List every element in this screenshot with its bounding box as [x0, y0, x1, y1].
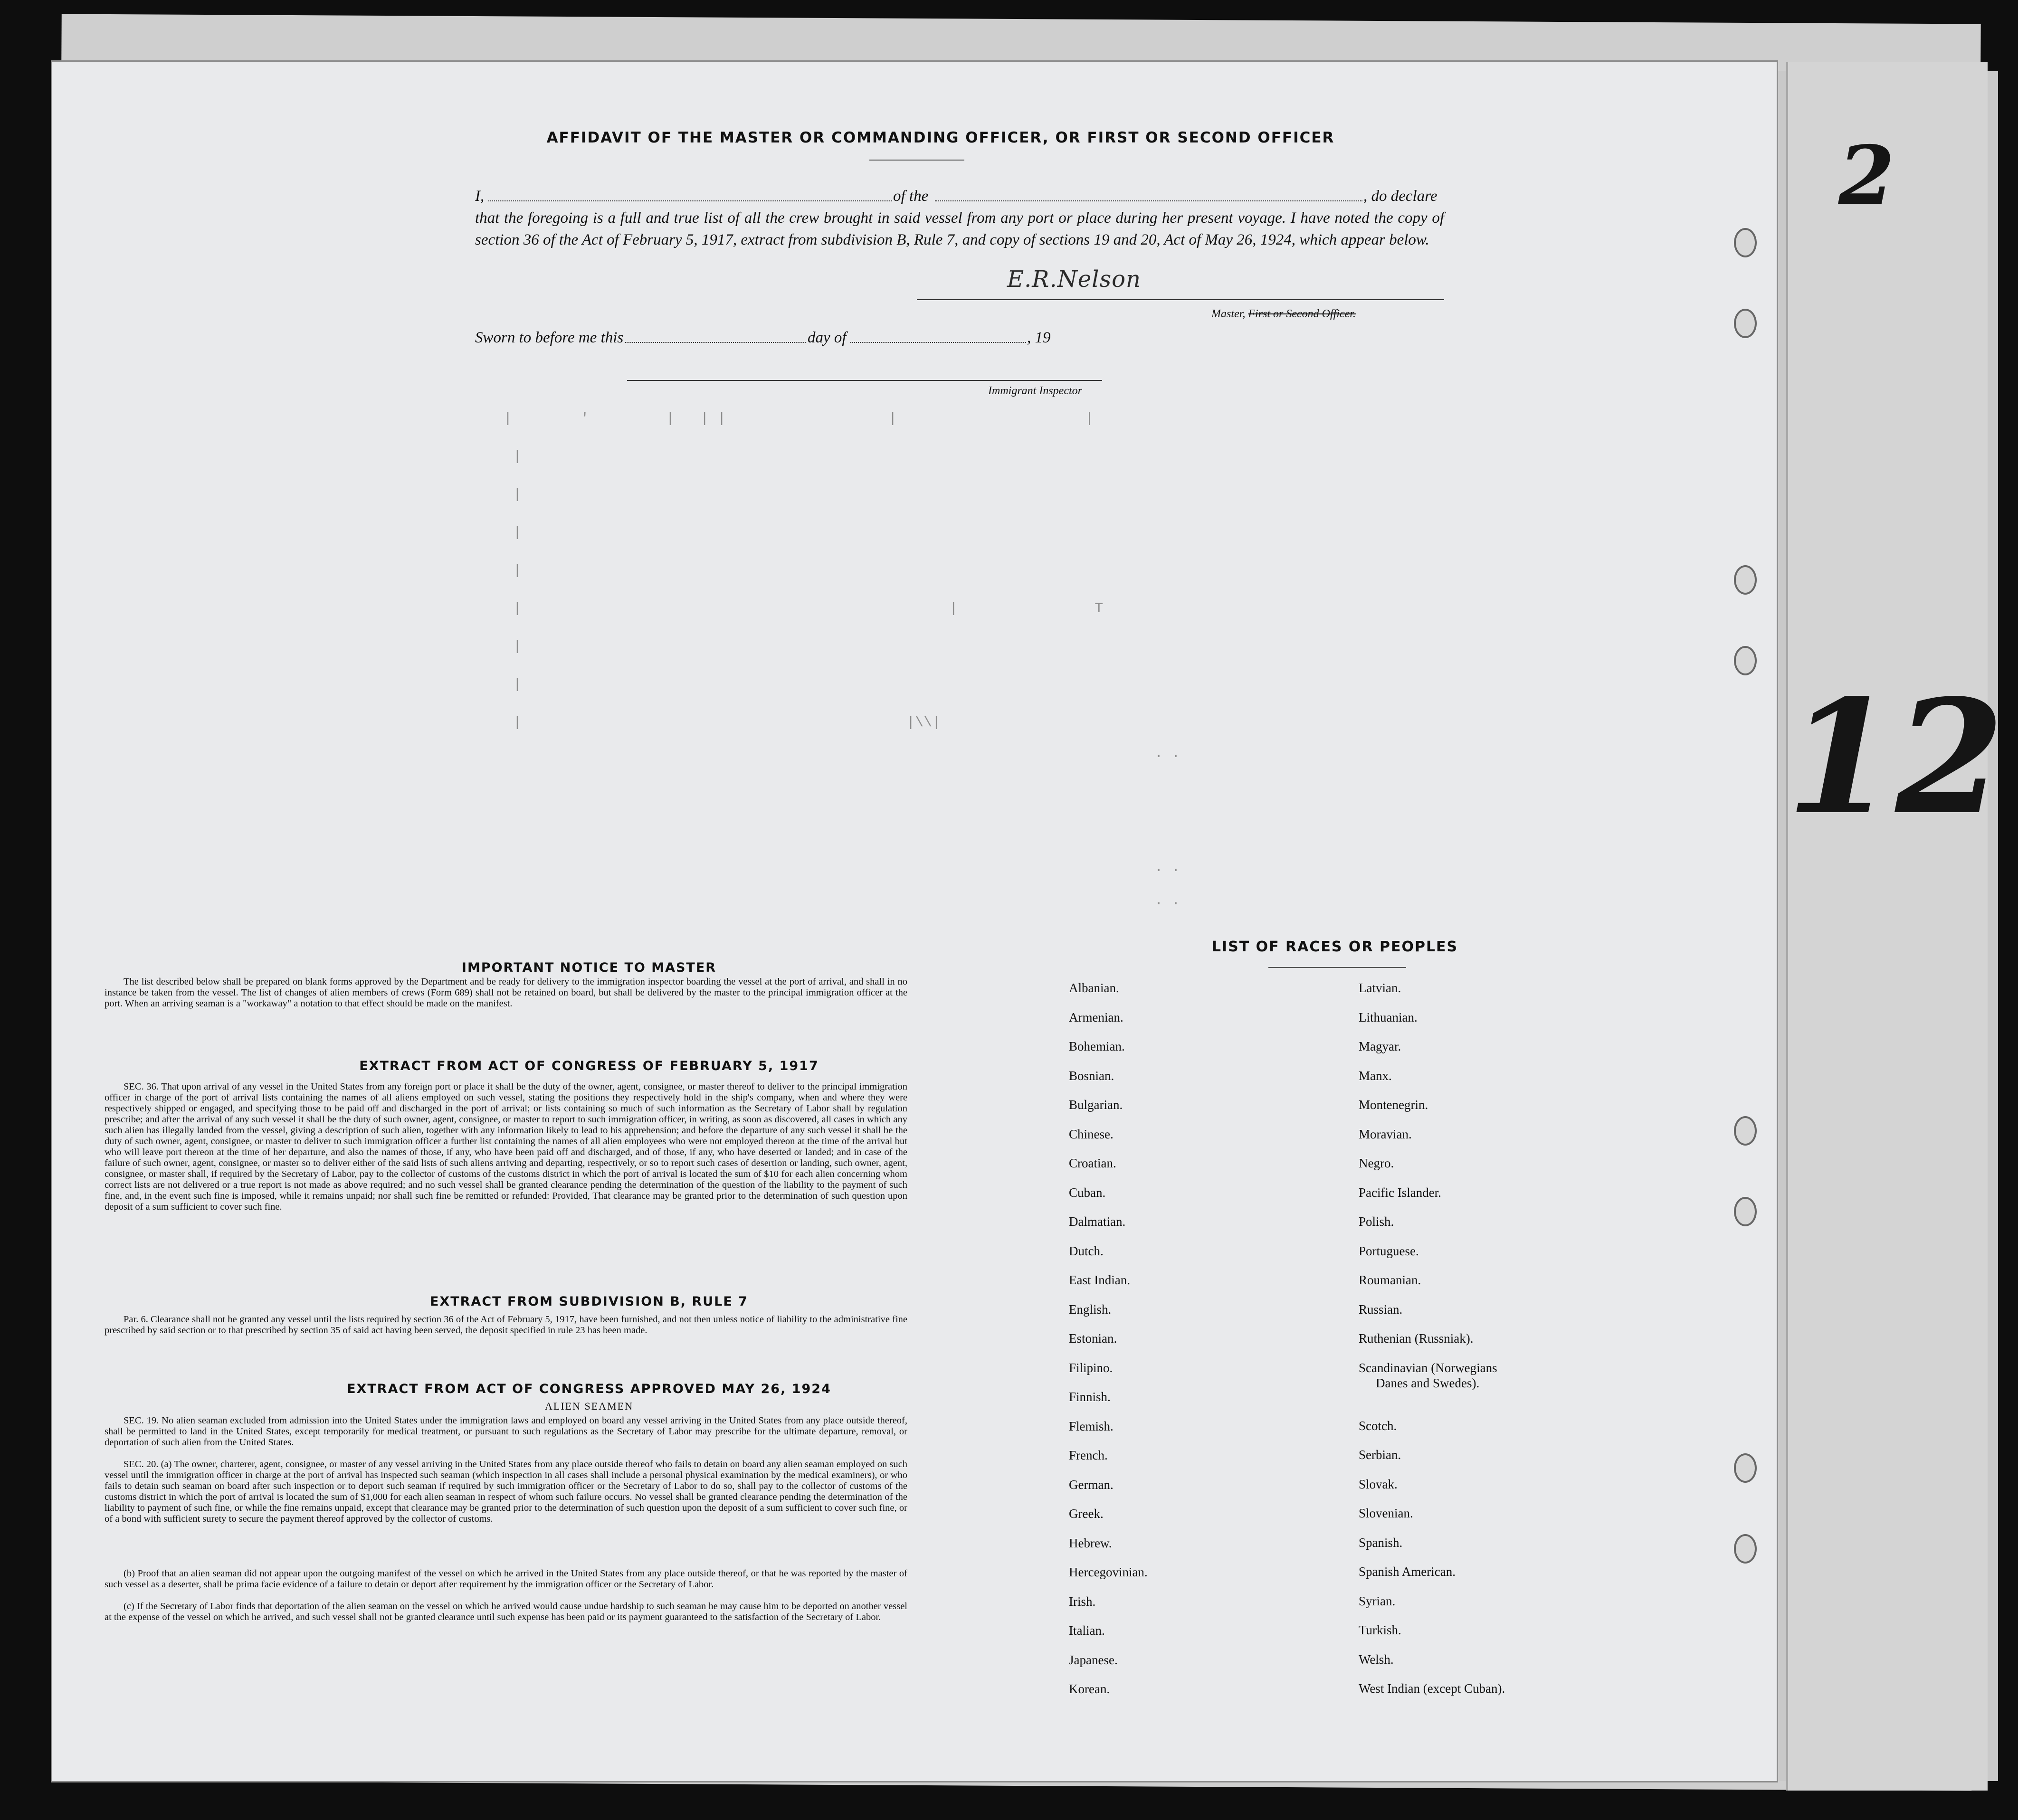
sec-20b-body: (b) Proof that an alien seaman did not appear upon the outgoing manifest of the vessel on which he arrived in the United States from any place outside thereof, or that he was reported by the master of such vessel as a deserter, shall be prima facie evidence of a failure to detain or deport after requirement by the immigration officer or the Secretary of Labor.	[105, 1568, 907, 1590]
alien-seamen-subtitle: ALIEN SEAMEN	[545, 1400, 633, 1412]
race-item: Syrian.	[1359, 1593, 1396, 1608]
sec-19-body: SEC. 19. No alien seaman excluded from admission into the United States under the immigration laws and employed on board any vessel arriving in the United States from any place outside thereof, shall be permitted to land in the United States, except temporarily for medical treatment, or pursuant to such regulations as the Secretary of Labor may prescribe for the ultimate departure, removal, or deportation of such alien from the United States.	[105, 1415, 907, 1448]
races-left-column	[1069, 981, 1306, 1711]
race-item: Turkish.	[1359, 1623, 1401, 1637]
rule-7-title: EXTRACT FROM SUBDIVISION B, RULE 7	[429, 1294, 749, 1309]
race-item: Italian.	[1069, 1623, 1105, 1638]
margin-mark-bottom: 12	[1786, 665, 2005, 849]
race-item: Spanish American.	[1359, 1564, 1456, 1579]
races-title-rule	[1268, 967, 1406, 968]
race-item: French.	[1069, 1448, 1108, 1462]
race-item: Filipino.	[1069, 1360, 1113, 1375]
race-item: Serbian.	[1359, 1448, 1401, 1462]
race-item: Irish.	[1069, 1594, 1096, 1609]
race-item: Lithuanian.	[1359, 1010, 1418, 1024]
punch-hole	[1734, 1534, 1757, 1564]
sec-20c-body: (c) If the Secretary of Labor finds that deportation of the alien seaman on the vessel on which he arrived would cause undue hardship to such seaman he may cause him to be deported on another vessel at the expense of the vessel on which he arrived, and such vessel shall not be granted clearance until such expense has been paid or its payment guaranteed to the satisfaction of the Secretary of Labor.	[105, 1601, 907, 1622]
race-item: Estonian.	[1069, 1331, 1117, 1346]
race-item: Chinese.	[1069, 1127, 1114, 1141]
race-item: Pacific Islander.	[1359, 1185, 1441, 1200]
master-signature: E.R.Nelson	[1007, 266, 1141, 293]
declarant-label: I,	[475, 188, 485, 205]
race-item: Korean.	[1069, 1682, 1110, 1696]
races-right-column	[1359, 981, 1667, 1711]
race-item: Latvian.	[1359, 981, 1401, 995]
race-item: Portuguese.	[1359, 1243, 1419, 1258]
race-item: Scotch.	[1359, 1418, 1397, 1433]
race-item: Bulgarian.	[1069, 1098, 1123, 1112]
vessel-name-line	[935, 200, 1362, 201]
sworn-month-line	[850, 342, 1026, 343]
race-item: Polish.	[1359, 1214, 1394, 1229]
race-item: Hercegovinian.	[1069, 1565, 1148, 1579]
year-label: , 19	[1027, 329, 1051, 346]
race-item: Dalmatian.	[1069, 1214, 1126, 1229]
of-the-label: of the	[893, 188, 929, 205]
inspector-signature-line	[627, 380, 1102, 381]
race-item: Slovenian.	[1359, 1506, 1413, 1520]
race-item: East Indian.	[1069, 1273, 1130, 1287]
do-declare-label: , do declare	[1363, 188, 1437, 205]
punch-hole	[1734, 228, 1757, 257]
day-of-label: day of	[808, 329, 847, 346]
punch-hole	[1734, 1116, 1757, 1146]
race-item: Scandinavian (Norwegians	[1359, 1360, 1497, 1375]
punch-hole	[1734, 1197, 1757, 1226]
notice-body: The list described below shall be prepared on blank forms approved by the Department and be ready for delivery to the immigration inspector boarding the vessel at the port of arrival, and shall in no instance be taken from the vessel. The list of changes of alien members of crews (Form 689) shall not be retained on board, but shall be delivered by the master to the principal immigration officer at the port. When an arriving seaman is a "workaway" a notation to that effect should be made on the manifest.	[105, 976, 907, 1009]
race-item: German.	[1069, 1477, 1114, 1492]
race-item: Spanish.	[1359, 1535, 1403, 1550]
extract-1917-title: EXTRACT FROM ACT OF CONGRESS OF FEBRUARY 5, 1917	[359, 1059, 819, 1073]
race-item: Manx.	[1359, 1068, 1392, 1083]
race-item: Bosnian.	[1069, 1068, 1114, 1083]
affidavit-title: AFFIDAVIT OF THE MASTER OR COMMANDING OFFICER, OR FIRST OR SECOND OFFICER	[546, 129, 1335, 146]
background-page-edge-2	[1786, 62, 1988, 1791]
extract-1917-body: SEC. 36. That upon arrival of any vessel in the United States from any foreign port or place it shall be the duty of the owner, agent, consignee, or master thereof to deliver to the principal immigration officer in charge of the port of arrival lists containing the names of all aliens employed on such vessel, stating the positions they respectively hold in the ship's company, when and where they were respectively shipped or engaged, and specifying those to be paid off and discharged in the port of arrival; or lists containing so much of such information as the Secretary of Labor shall by regulation prescribe; and after the arrival of any such vessel it shall be the duty of such owner, agent, consignee, or master to report to such immigration officer, in writing, as soon as discovered, all cases in which any such alien has illegally landed from the vessel, giving a description of such alien, together with any information likely to lead to his apprehension; and before the departure of any such vessel it shall be the duty of such owner, agent, consignee, or master to deliver to such immigration officer a further list containing the names of all alien employees who were not employed thereon at the time of the arrival but who will leave port thereon at the time of her departure, and also the names of those, if any, who have been paid off and discharged, and of those, if any, who have deserted or landed; and in case of the failure of such owner, agent, consignee, or master so to deliver either of the said lists of such aliens arriving and departing, respectively, or so to report such cases of desertion or landing, such owner, agent, consignee, or master shall, if required by the Secretary of Labor, pay to the collector of customs of the customs district in which the port of arrival is located the sum of $10 for each alien concerning whom correct lists are not delivered or a true report is not made as above required; and no such vessel shall be granted clearance pending the determination of the question of the liability to the payment of such fine, and, in the event such fine is imposed, while it remains unpaid; nor shall such fine be remitted or refunded: Provided, That clearance may be granted prior to the determination of such question upon deposit of a sum sufficient to cover such fine.	[105, 1081, 907, 1212]
punch-hole	[1734, 646, 1757, 675]
declarant-name-line	[488, 200, 892, 201]
race-item: Cuban.	[1069, 1185, 1106, 1200]
race-item: Hebrew.	[1069, 1536, 1112, 1550]
race-item: Dutch.	[1069, 1243, 1104, 1258]
notice-title: IMPORTANT NOTICE TO MASTER	[461, 960, 717, 975]
punch-hole	[1734, 565, 1757, 595]
rule-7-body: Par. 6. Clearance shall not be granted any vessel until the lists required by section 36 of the Act of February 5, 1917, have been furnished, and not then unless notice of liability to the administrative fine prescribed by said section or to that prescribed by section 35 of said act having been served, the deposit specified in rule 23 has been made.	[105, 1314, 907, 1336]
punch-hole	[1734, 309, 1757, 338]
race-item: Slovak.	[1359, 1477, 1398, 1491]
race-item: Montenegrin.	[1359, 1098, 1428, 1112]
signature-caption: Master, First or Second Officer.	[1211, 308, 1356, 320]
race-item: Flemish.	[1069, 1419, 1114, 1433]
sworn-day-line	[625, 342, 806, 343]
affidavit-body: that the foregoing is a full and true list of all the crew brought in said vessel from any port or place during her present voyage. I have noted the copy of section 36 of the Act of February 5, 1917, extract from subdivision B, Rule 7, and copy of sections 19 and 20, Act of May 26, 1924, which appear below.	[475, 209, 1444, 248]
race-item: Negro.	[1359, 1156, 1394, 1170]
race-item: Ruthenian (Russniak).	[1359, 1331, 1474, 1346]
race-item: Magyar.	[1359, 1039, 1401, 1053]
race-item: Bohemian.	[1069, 1039, 1125, 1053]
extract-1924-title: EXTRACT FROM ACT OF CONGRESS APPROVED MAY 26, 1924	[347, 1382, 831, 1396]
margin-mark-top: 2	[1838, 128, 1895, 223]
race-item: Japanese.	[1069, 1652, 1118, 1667]
race-item: English.	[1069, 1302, 1112, 1317]
race-item: Greek.	[1069, 1507, 1104, 1521]
inspector-label: Immigrant Inspector	[988, 385, 1082, 397]
sec-20a-body: SEC. 20. (a) The owner, charterer, agent, consignee, or master of any vessel arriving in the United States from any place outside thereof who fails to detain on board any alien seaman employed on such vessel until the immigration officer in charge at the port of arrival has inspected such seaman (which inspection in all cases shall include a personal physical examination by the medical examiners), or who fails to detain such seaman on board after such inspection or to deport such seaman if required by such immigration officer or the Secretary of Labor to do so, shall pay to the collector of customs of the customs district in which the port of arrival is located the sum of $1,000 for each alien seaman in respect of whom such failure occurs. No vessel shall be granted clearance pending the determination of the liability to payment of such fine, or while the fine remains unpaid, except that clearance may be granted prior to the determination of such question upon the deposit of a sum sufficient to cover such fine, or of a bond with sufficient surety to secure the payment thereof approved by the collector of customs.	[105, 1459, 907, 1524]
race-item: West Indian (except Cuban).	[1359, 1681, 1505, 1696]
race-item: Roumanian.	[1359, 1273, 1421, 1287]
title-rule	[869, 160, 964, 161]
race-item: Welsh.	[1359, 1652, 1394, 1667]
race-item: Armenian.	[1069, 1010, 1123, 1024]
race-item: Moravian.	[1359, 1127, 1412, 1141]
race-item: Finnish.	[1069, 1390, 1111, 1404]
races-title: LIST OF RACES OR PEOPLES	[1211, 938, 1458, 955]
race-item: Danes and Swedes).	[1376, 1375, 1480, 1390]
document-page: | ' | | | | | | | | | | | T | | | |\\| . . . . . . AFFIDAVIT OF THE MASTER OR COMMANDING OFFICER, OR FIRST OR SECOND OFFICER I, of the , do declare that the foregoing is a full and true list of all the crew brought in said vessel from any port or place during her present voyage. I have noted the copy of section 36 of the Act of February 5, 1917, extract from subdivision B, Rule 7, and copy of sections 19 and 20, Act of May 26, 1924, which appear below. E.R.Nelson Master, First or Second Officer. Sworn to before me this day of , 19 Immigrant Inspector IMPORTANT NOTICE TO MASTER The list described below shall be prepared on blank forms approved by the Department and be ready for delivery to the immigration inspector boarding the vessel at the port of arrival, and shall in no instance be taken from the vessel. The list of changes of alien members of crews (Form 689) shall not be retained on board, but shall be delivered by the master to the principal immigration officer at the port. When an arriving seaman is a "workaway" a notation to that effect should be made on the manifest. EXTRACT FROM ACT OF CONGRESS OF FEBRUARY 5, 1917 SEC. 36. That upon arrival of any vessel in the United States from any foreign port or place it shall be the duty of the owner, agent, consignee, or master thereof to deliver to the principal immigration officer in charge of the port of arrival lists containing the names of all aliens employed on such vessel, stating the positions they respectively hold in the ship's company, when and where they were respectively shipped or engaged, and specifying those to be paid off and discharged in the port of arrival; or lists containing so much of such information as the Secretary of Labor shall by regulation prescribe; and after the arrival of any such vessel it shall be the duty of such owner, agent, consignee, or master to report to such immigration officer, in writing, as soon as discovered, all cases in which any such alien has illegally landed from the vessel, giving a description of such alien, together with any information likely to lead to his apprehension; and before the departure of any such vessel it shall be the duty of such owner, agent, consignee, or master to deliver to such immigration officer a further list containing the names of all alien employees who were not employed thereon at the time of the arrival but who will leave port thereon at the time of her departure, and also the names of those, if any, who have been paid off and discharged, and of those, if any, who have deserted or landed; and in case of the failure of such owner, agent, consignee, or master so to deliver either of the said lists of such aliens arriving and departing, respectively, or so to report such cases of desertion or landing, such owner, agent, consignee, or master shall, if required by the Secretary of Labor, pay to the collector of customs of the customs district in which the port of arrival is located the sum of $10 for each alien concerning whom correct lists are not delivered or a true report is not made as above required; and no such vessel shall be granted clearance pending the determination of the question of the liability to the payment of such fine, and, in the event such fine is imposed, while it remains unpaid; nor shall such fine be remitted or refunded: Provided, That clearance may be granted prior to the determination of such question upon deposit of a sum sufficient to cover such fine. EXTRACT FROM SUBDIVISION B, RULE 7 Par. 6. Clearance shall not be granted any vessel until the lists required by section 36 of the Act of February 5, 1917, have been furnished, and not then unless notice of liability to the administrative fine prescribed by said section or to that prescribed by section 35 of said act having been served, the deposit specified in rule 23 has been made. EXTRACT FROM ACT OF CONGRESS APPROVED MAY 26, 1924 ALIEN SEAMEN SEC. 19. No alien seaman excluded from admission into the United States under the immigration laws and employed on board any vessel arriving in the United States from any place outside thereof, shall be permitted to land in the United States, except temporarily for medical treatment, or pursuant to such regulations as the Secretary of Labor may prescribe for the ultimate departure, removal, or deportation of such alien from the United States. SEC. 20. (a) The owner, charterer, agent, consignee, or master of any vessel arriving in the United States from any place outside thereof who fails to detain on board any alien seaman employed on such vessel until the immigration officer in charge at the port of arrival has inspected such seaman (which inspection in all cases shall include a personal physical examination by the medical examiners), or who fails to detain such seaman on board after such inspection or to deport such seaman if required by such immigration officer or the Secretary of Labor to do so, shall pay to the collector of customs of the customs district in which the port of arrival is located the sum of $1,000 for each alien seaman in respect of whom such failure occurs. No vessel shall be granted clearance pending the determination of the liability to payment of such fine, or while the fine remains unpaid, except that clearance may be granted prior to the determination of such question upon the deposit of a sum sufficient to cover such fine, or of a bond with sufficient surety to secure the payment thereof approved by the collector of customs. (b) Proof that an alien seaman did not appear upon the outgoing manifest of the vessel on which he arrived in the United States from any place outside thereof, or that he was reported by the master of such vessel as a deserter, shall be prima facie evidence of a failure to detain or deport after requirement by the immigration officer or the Secretary of Labor. (c) If the Secretary of Labor finds that deportation of the alien seaman on the vessel on which he arrived would cause undue hardship to such seaman he may cause him to be deported on another vessel at the expense of the vessel on which he arrived, and such vessel shall not be granted clearance until such expense has been paid or its payment guaranteed to the satisfaction of the Secretary of Labor. LIST OF RACES OR PEOPLES Albanian. Armenian. Bohemian. Bosnian. Bulgarian. Chinese. Croatian. Cuban. Dalmatian. Dutch. East Indian. English. Estonian. Filipino. Finnish. Flemish. French. German. Greek. Hebrew. Hercegovinian. Irish. Italian. Japanese. Korean. Latvian. Lithuanian. Magyar. Manx. Montenegrin. Moravian. Negro. Pacific Islander. Polish. Portuguese. Roumanian. Russian. Ruthenian (Russniak). Scandinavian (Norwegians Danes and Swedes). Scotch. Serbian. Slovak. Slovenian. Spanish. Spanish American. Syrian. Turkish. Welsh. West Indian (except Cuban).	[52, 62, 1777, 1781]
race-item: Russian.	[1359, 1302, 1403, 1317]
signature-line	[917, 299, 1444, 300]
sworn-label: Sworn to before me this	[475, 329, 624, 346]
race-item: Croatian.	[1069, 1156, 1116, 1170]
punch-hole	[1734, 1453, 1757, 1483]
race-item: Albanian.	[1069, 981, 1119, 995]
